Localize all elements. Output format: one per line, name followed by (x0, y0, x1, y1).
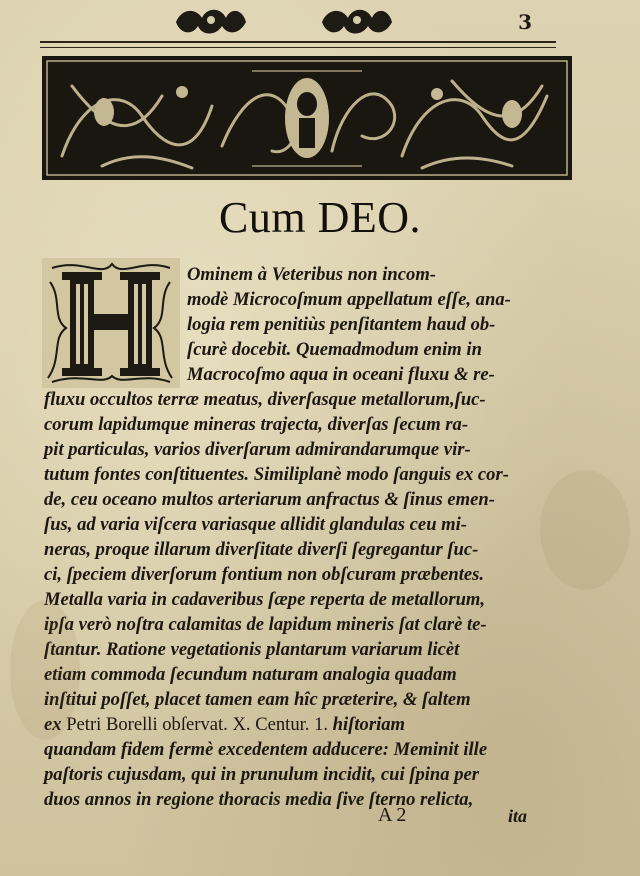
text-line: ſtantur. Ratione vegetationis plantarum variarum licèt (44, 639, 460, 660)
text-line: fluxu occultos terræ meatus, diverſasque metallorum,ſuc- (44, 389, 486, 410)
signature-mark: A 2 (378, 804, 407, 826)
body-text (44, 262, 600, 812)
text-line: ci, ſpeciem diverſorum fontium non obſcuram præbentes. (44, 564, 485, 585)
top-ornament (172, 4, 402, 40)
text-line: duos annos in regione thoracis media ſive ſterno relicta, (44, 789, 474, 810)
text-line: quandam fidem fermè excedentem adducere: Meminit ille (44, 739, 488, 760)
catchword: ita (508, 806, 528, 826)
text-line: de, ceu oceano multos arteriarum anfractus & ſinus emen- (44, 489, 495, 510)
text-line: inſtitui poſſet, placet tamen eam hîc præterire, & ſaltem (44, 689, 471, 710)
paper-stain (10, 600, 80, 740)
paper-stain (540, 470, 630, 590)
text-line: modè Microcoſmum appellatum eſſe, ana- (187, 289, 511, 310)
text-line: corum lapidumque mineras trajecta, diverſas ſecum ra- (44, 414, 469, 435)
text-line: logia rem penitiùs penſitantem haud ob- (187, 314, 496, 335)
text-line: tutum fontes conſtituentes. Similiplanè modo ſanguis ex cor- (44, 464, 509, 485)
text-line: ſus, ad varia viſcera variasque allidit glandulas ceu mi- (44, 514, 467, 535)
text-line: ex Petri Borelli obſervat. X. Centur. 1. hiſtoriam (44, 714, 406, 735)
text-line: Macrocoſmo aqua in oceani fluxu & re- (187, 364, 495, 385)
woodcut-headpiece (42, 56, 572, 180)
text-line: Ominem à Veteribus non incom- (187, 264, 436, 285)
text-line: pit particulas, varios diverſarum admirandarumque vir- (44, 439, 471, 460)
text-line: Metalla varia in cadaveribus ſæpe reperta de metallorum, (44, 589, 486, 610)
text-line: ipſa verò noſtra calamitas de lapidum mineris ſat clarè te- (44, 614, 487, 635)
text-line: etiam commoda ſecundum naturam analogia quadam (44, 664, 457, 685)
page-number: 3 (518, 10, 532, 34)
text-line: paſtoris cujusdam, qui in prunulum incidit, cui ſpina per (44, 764, 479, 785)
text-line: ſcurè docebit. Quemadmodum enim in (187, 339, 482, 360)
text-line: neras, proque illarum diverſitate diverſi ſegregantur ſuc- (44, 539, 479, 560)
header-rule (40, 41, 556, 48)
page-title: Cum DEO. (219, 193, 421, 242)
